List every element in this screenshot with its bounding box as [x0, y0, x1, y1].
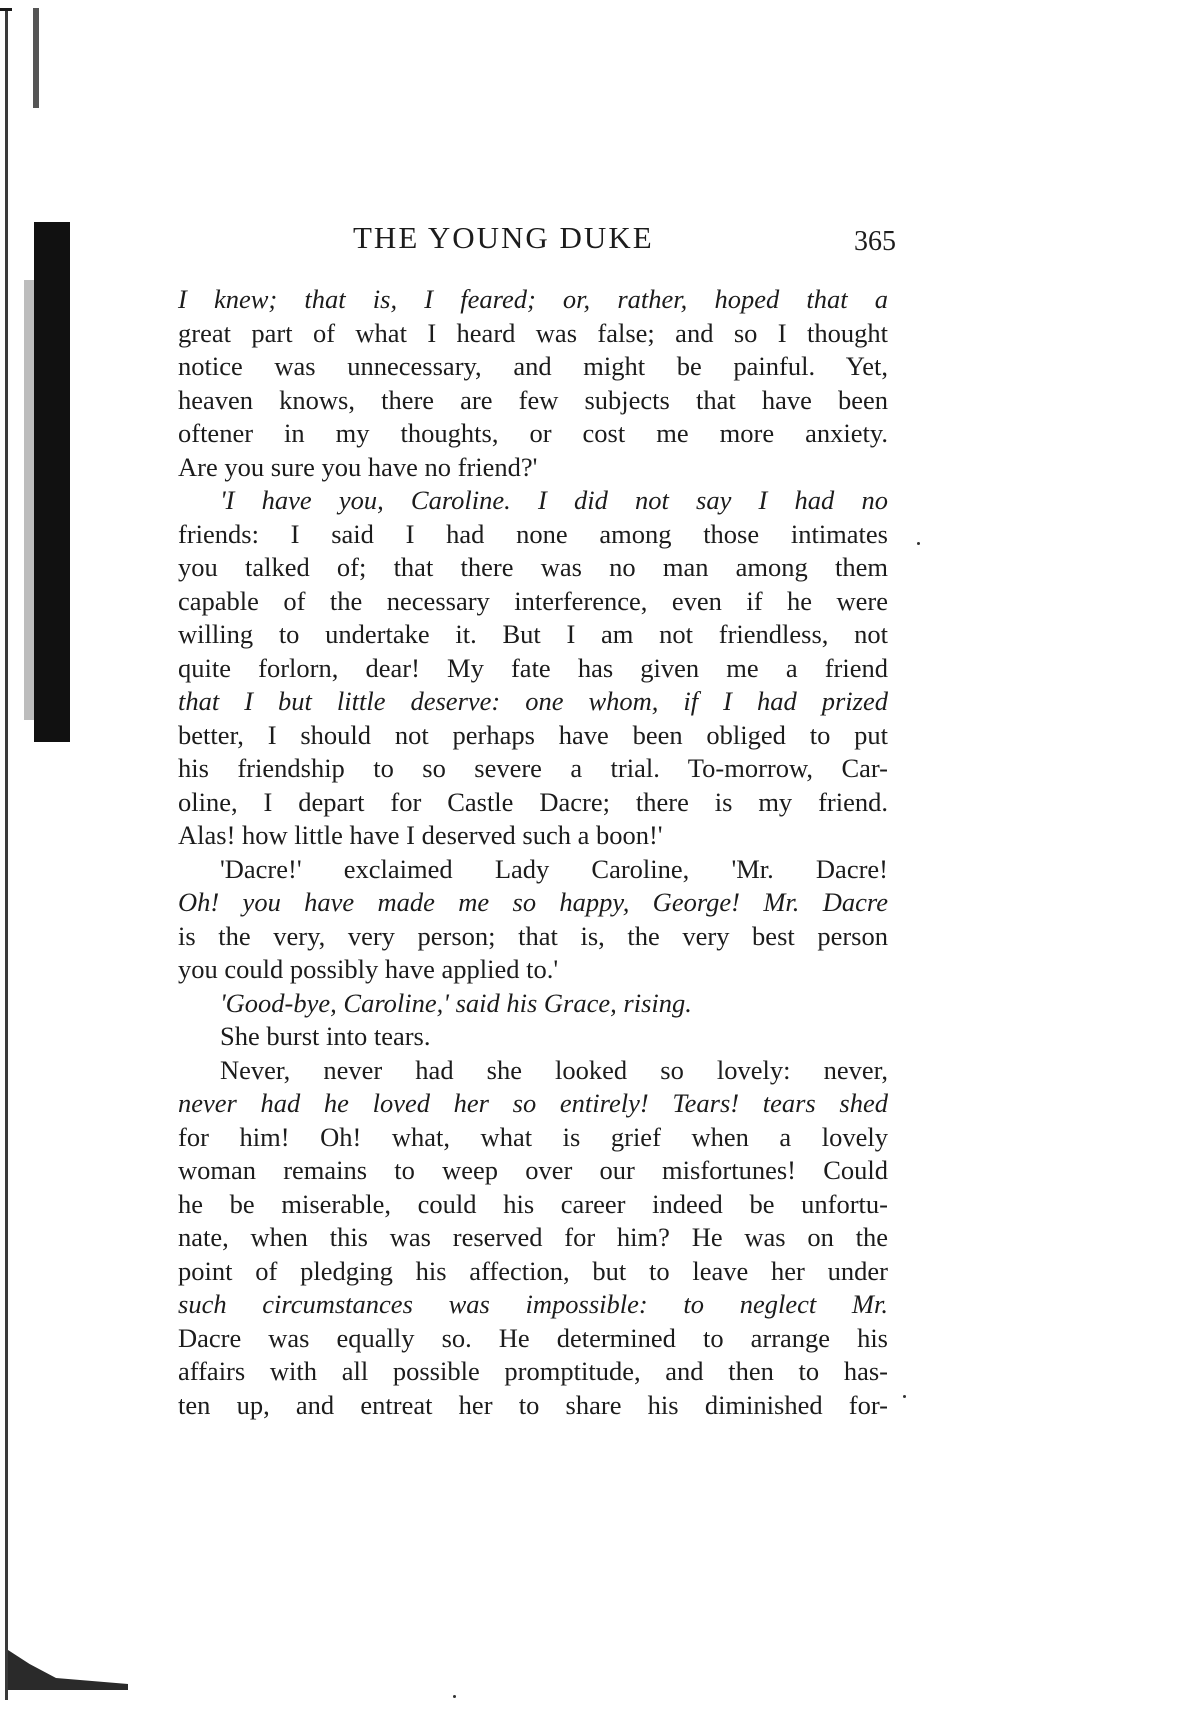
page-speck	[917, 542, 920, 545]
page-number: 365	[854, 226, 896, 257]
binding-edge-top-shadow	[33, 8, 39, 108]
text-line: great part of what I heard was false; and so I thought	[178, 317, 888, 348]
text-line: friends: I said I had none among those intimates	[178, 518, 888, 549]
body-text	[178, 283, 888, 1422]
text-line: Never, never had she looked so lovely: never,	[220, 1054, 888, 1085]
text-line: Oh! you have made me so happy, George! Mr. Dacre	[178, 887, 888, 917]
running-head	[178, 218, 896, 258]
text-line: he be miserable, could his career indeed be unfortu-	[178, 1188, 888, 1219]
text-line: heaven knows, there are few subjects that have been	[178, 384, 888, 415]
text-line: affairs with all possible promptitude, and then to has-	[178, 1356, 888, 1386]
text-line: never had he loved her so entirely! Tears! tears shed	[178, 1088, 888, 1118]
text-line: ten up, and entreat her to share his diminished for-	[178, 1389, 888, 1420]
text-line: oline, I depart for Castle Dacre; there is my friend.	[178, 786, 888, 817]
text-line: quite forlorn, dear! My fate has given me a friend	[178, 652, 888, 683]
text-line: you talked of; that there was no man among them	[178, 552, 888, 582]
text-line: that I but little deserve: one whom, if I had prized	[178, 686, 888, 716]
binding-edge-top-mark	[0, 8, 12, 11]
text-line: point of pledging his affection, but to leave her under	[178, 1255, 888, 1286]
text-line: is the very, very person; that is, the very best person	[178, 920, 888, 951]
text-line: Are you sure you have no friend?'	[178, 451, 538, 482]
text-line: for him! Oh! what, what is grief when a lovely	[178, 1121, 888, 1152]
text-line: capable of the necessary interference, even if he were	[178, 585, 888, 616]
running-title: THE YOUNG DUKE	[353, 220, 654, 255]
text-line: I knew; that is, I feared; or, rather, hoped that a	[178, 284, 888, 314]
text-line: you could possibly have applied to.'	[178, 954, 559, 984]
text-line: his friendship to so severe a trial. To-morrow, Car-	[178, 753, 888, 783]
text-line: Alas! how little have I deserved such a boon!'	[178, 820, 663, 850]
text-line: such circumstances was impossible: to neglect Mr.	[178, 1289, 888, 1319]
text-line: willing to undertake it. But I am not friendless, not	[178, 619, 888, 649]
page-speck	[903, 1395, 906, 1398]
binding-bottom-smudge	[8, 1650, 128, 1690]
binding-shadow-band	[34, 222, 70, 742]
binding-edge-line	[5, 10, 8, 1700]
binding-shadow-fade	[24, 280, 34, 720]
page-speck	[453, 1695, 456, 1698]
text-line: She burst into tears.	[220, 1021, 431, 1051]
text-line: 'Dacre!' exclaimed Lady Caroline, 'Mr. Dacre!	[220, 853, 888, 884]
text-line: 'I have you, Caroline. I did not say I had no	[220, 485, 888, 515]
text-line: better, I should not perhaps have been obliged to put	[178, 719, 888, 750]
text-line: oftener in my thoughts, or cost me more anxiety.	[178, 418, 888, 448]
text-line: woman remains to weep over our misfortunes! Could	[178, 1155, 888, 1185]
text-line: notice was unnecessary, and might be painful. Yet,	[178, 351, 888, 381]
text-line: nate, when this was reserved for him? He was on the	[178, 1222, 888, 1252]
text-line: 'Good-bye, Caroline,' said his Grace, rising.	[220, 987, 692, 1018]
text-line: Dacre was equally so. He determined to arrange his	[178, 1322, 888, 1353]
